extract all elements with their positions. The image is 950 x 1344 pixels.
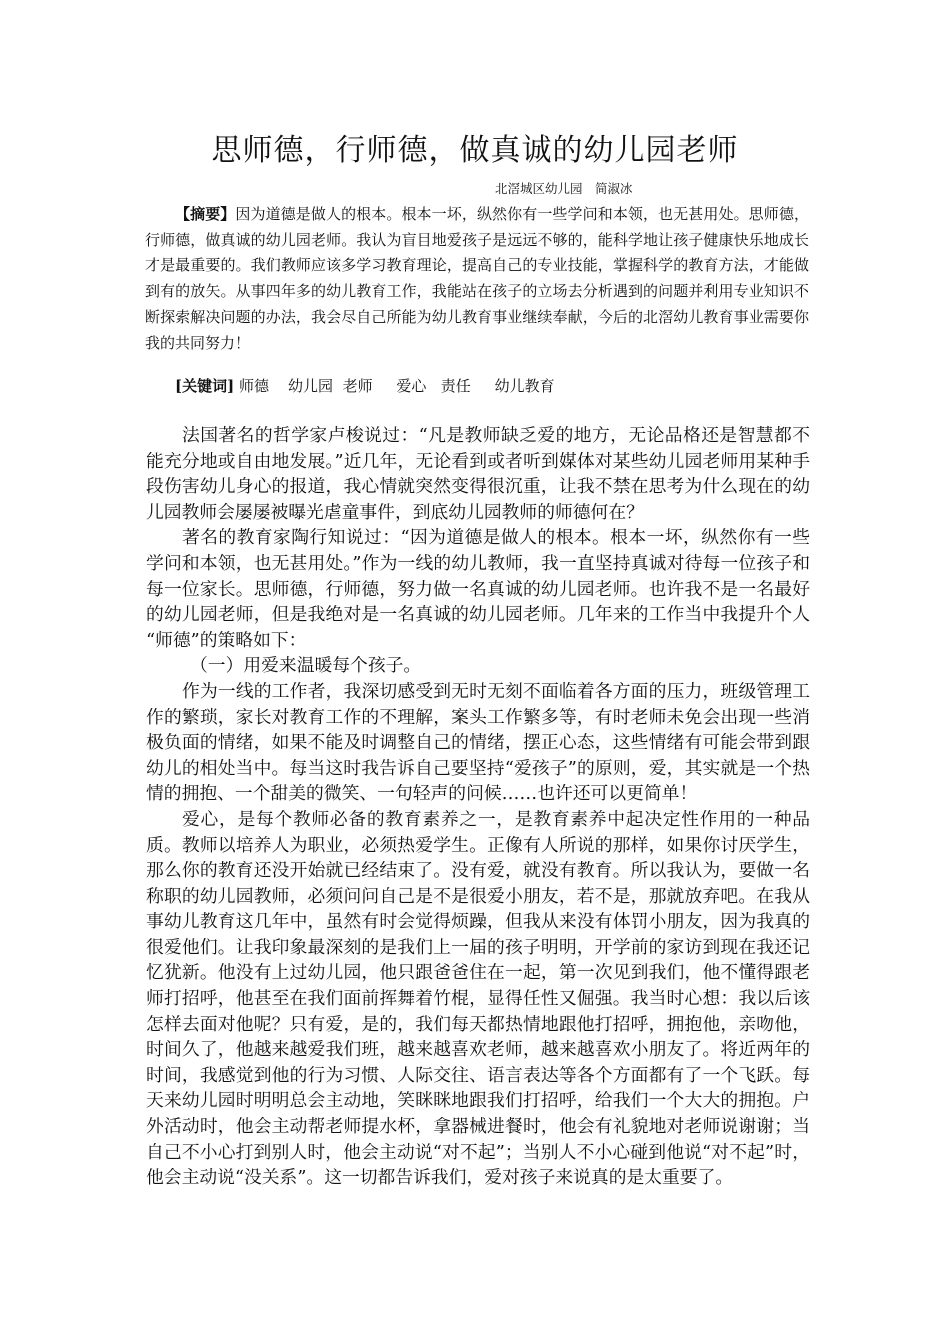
body-paragraph: 作为一线的工作者，我深切感受到无时无刻不面临着各方面的压力，班级管理工作的繁琐，家长对教育工作的不理解，案头工作繁多等，有时老师未免会出现一些消极负面的情绪，如果不能及时调整自己的情绪，摆正心态，这些情绪有可能会带到跟幼儿的相处当中。每当这时我告诉自己要坚持“爱孩子”的原则，爱，其实就是一个热情的拥抱、一个甜美的微笑、一句轻声的问候……也许还可以更简单！: [146, 680, 810, 805]
keywords-section: [175, 375, 825, 397]
author-line: 北滘城区幼儿园 简淑冰: [495, 181, 633, 196]
keywords-label: [关键词]: [175, 377, 235, 395]
abstract-section: [145, 202, 809, 356]
document-title: 思师德，行师德，做真诚的幼儿园老师: [211, 133, 739, 168]
body-paragraph: 著名的教育家陶行知说过：“因为道德是做人的根本。根本一坏，纵然你有一些学问和本领，也无甚用处。”作为一线的幼儿教师，我一直坚持真诚对待每一位孩子和每一位家长。思师德，行师德，努力做一名真诚的幼儿园老师。也许我不是一名最好的幼儿园老师，但是我绝对是一名真诚的幼儿园老师。几年来的工作当中我提升个人 “师德”的策略如下：: [146, 527, 810, 651]
section-heading: （一）用爱来温暖每个孩子。: [190, 655, 422, 677]
body-paragraph: 爱心，是每个教师必备的教育素养之一，是教育素养中起决定性作用的一种品质。教师以培养人为职业，必须热爱学生。正像有人所说的那样，如果你讨厌学生，那么你的教育还没开始就已经结束了。没有爱，就没有教育。所以我认为，要做一名称职的幼儿园教师，必须问问自己是不是很爱小朋友，若不是，那就放弃吧。在我从事幼儿教育这几年中，虽然有时会觉得烦躁，但我从来没有体罚小朋友，因为我真的很爱他们。让我印象最深刻的是我们上一届的孩子明明，开学前的家访到现在我还记忆犹新。他没有上过幼儿园，他只跟爸爸住在一起，第一次见到我们，他不懂得跟老师打招呼，他甚至在我们面前挥舞着竹棍，显得任性又倔强。我当时心想：我以后该怎样去面对他呢？只有爱，是的，我们每天都热情地跟他打招呼，拥抱他，亲吻他，时间久了，他越来越爱我们班，越来越喜欢老师，越来越喜欢小朋友了。将近两年的时间，我感觉到他的行为习惯、人际交往、语言表达等各个方面都有了一个飞跃。每天来幼儿园时明明总会主动地，笑眯眯地跟我们打招呼，给我们一个大大的拥抱。户外活动时，他会主动帮老师提水杯，拿器械进餐时，他会有礼貌地对老师说谢谢；当自己不小心打到别人时，他会主动说“对不起”；当别人不小心碰到他说“对不起”时，他会主动说“没关系”。这一切都告诉我们，爱对孩子来说真的是太重要了。: [146, 808, 810, 1189]
body-text: [146, 423, 810, 1191]
keywords-text: 师德 幼儿园 老师 爱心 责任 幼儿教育: [234, 377, 555, 395]
body-paragraph: 法国著名的哲学家卢梭说过：“凡是教师缺乏爱的地方，无论品格还是智慧都不能充分地或自由地发展。”近几年，无论看到或者听到媒体对某些幼儿园老师用某种手段伤害幼儿身心的报道，我心情就突然变得很沉重，让我不禁在思考为什么现在的幼儿园教师会屡屡被曝光虐童事件，到底幼儿园教师的师德何在？: [146, 425, 810, 523]
abstract-text: 因为道德是做人的根本。根本一坏，纵然你有一些学问和本领，也无甚用处。思师德，行师德，做真诚的幼儿园老师。我认为盲目地爱孩子是远远不够的，能科学地让孩子健康快乐地成长才是最重要的。我们教师应该多学习教育理论，提高自己的专业技能，掌握科学的教育方法，才能做到有的放矢。从事四年多的幼儿教育工作，我能站在孩子的立场去分析遇到的问题并利用专业知识不断探索解决问题的办法，我会尽自己所能为幼儿教育事业继续奉献，今后的北滘幼儿教育事业需要你我的共同努力！: [145, 205, 809, 352]
abstract-label: 【摘要】: [175, 205, 236, 223]
